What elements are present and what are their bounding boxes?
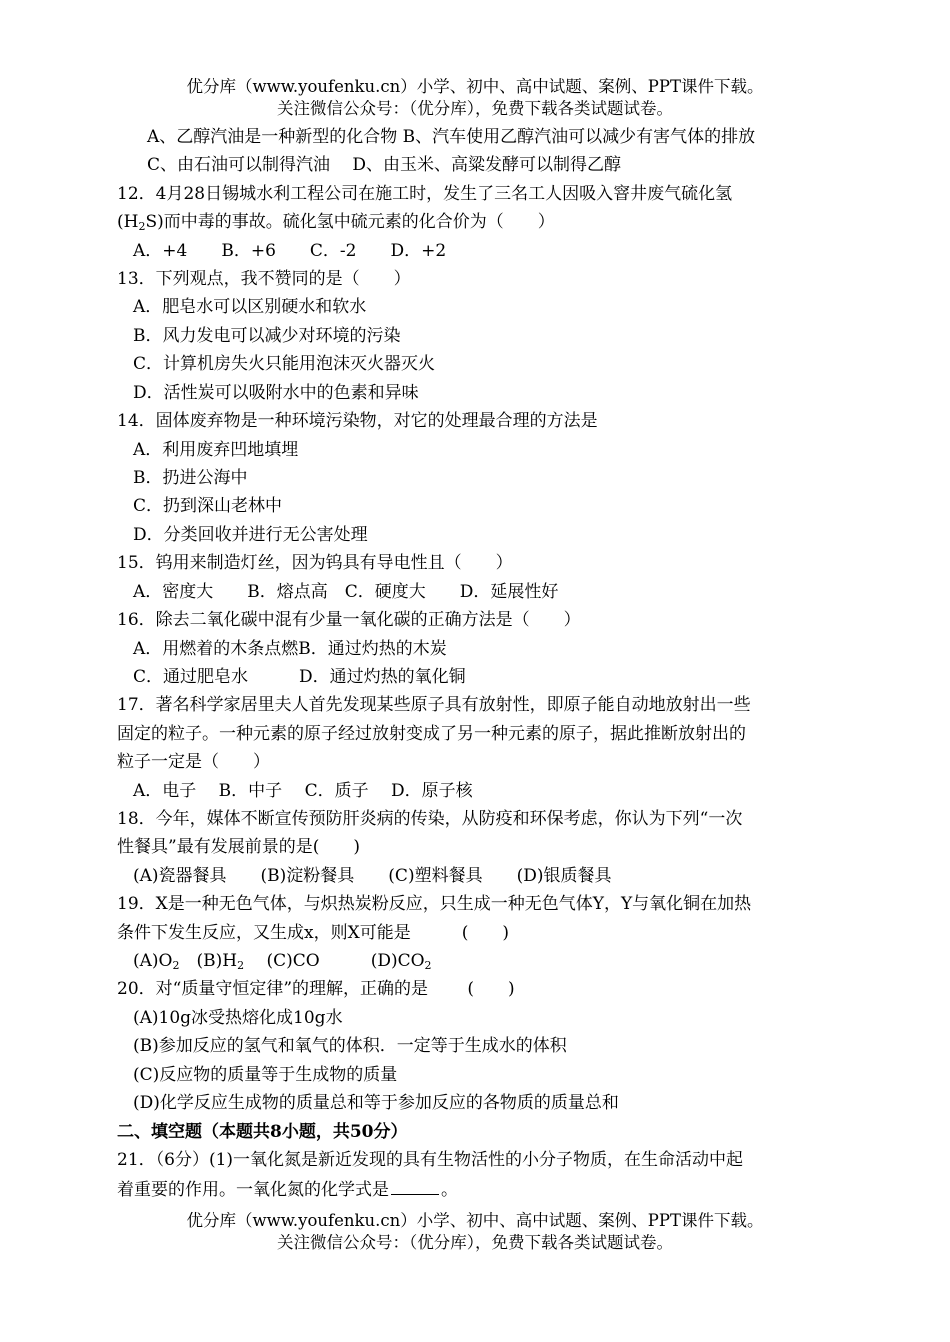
header-line-1: 优分库（www.youfenku.cn）小学、初中、高中试题、案例、PPT课件下载。 [186,77,764,96]
q15-stem: 15．钨用来制造灯丝，因为钨具有导电性且（ ） [117,553,513,573]
q13-option-d: D．活性炭可以吸附水中的色素和异味 [133,383,419,403]
q17-stem-line-2: 固定的粒子。一种元素的原子经过放射变成了另一种元素的原子，据此推断放射出的 [117,724,746,744]
q12-stem-line-2: $(H_2S)$而中毒的事故。硫化氢中硫元素的化合价为（ ） [117,212,555,233]
footer-line-1: 优分库（www.youfenku.cn）小学、初中、高中试题、案例、PPT课件下载。 [186,1211,764,1230]
q19-stem-line-2: 条件下发生反应，又生成x，则X可能是 ( ) [117,923,509,943]
q14-option-b: B．扔进公海中 [133,468,248,488]
q13-stem: 13．下列观点，我不赞同的是（ ） [117,269,411,289]
section-title: 二、填空题（本题共8小题，共50分） [117,1122,408,1142]
q13-option-c: C．计算机房失火只能用泡沫灭火器灭火 [133,354,436,374]
q21-line-2: 着重要的作用。一氧化氮的化学式是 。 [117,1176,458,1204]
q13-option-b: B．风力发电可以减少对环境的污染 [133,326,401,346]
q17-options: A．电子 B．中子 C．质子 D．原子核 [133,781,473,801]
q12-stem-line-1: 12．4月28日锡城水利工程公司在施工时，发生了三名工人因吸入窨井废气硫化氢 [117,184,733,204]
q14-stem: 14．固体废弃物是一种环境污染物，对它的处理最合理的方法是 [117,411,598,431]
q20-option-a: (A)10g冰受热熔化成10g水 [133,1008,343,1028]
q15-options: A．密度大 B．熔点高 C．硬度大 D．延展性好 [133,582,559,602]
q19-options: $(A)O_2$ $(B)H_2$ (C)CO $(D)CO_2$ [133,951,432,972]
q20-option-d: (D)化学反应生成物的质量总和等于参加反应的各物质的质量总和 [133,1093,619,1113]
q18-options: (A)瓷器餐具 (B)淀粉餐具 (C)塑料餐具 (D)银质餐具 [133,866,612,886]
header-line-2: 关注微信公众号：（优分库），免费下载各类试题试卷。 [277,99,673,118]
q16-options-ab: A．用燃着的木条点燃B．通过灼热的木炭 [133,639,447,659]
answer-blank [391,1176,439,1195]
q14-option-c: C．扔到深山老林中 [133,496,283,516]
q13-option-a: A．肥皂水可以区别硬水和软水 [133,297,367,317]
q21-line-1: 21．（6分）(1)一氧化氮是新近发现的具有生物活性的小分子物质，在生命活动中起 [117,1150,744,1170]
q11-options-ab: A、乙醇汽油是一种新型的化合物 B、汽车使用乙醇汽油可以减少有害气体的排放 [147,127,756,147]
q20-option-c: (C)反应物的质量等于生成物的质量 [133,1065,398,1085]
q12-options: A．+4 B．+6 C．-2 D．+2 [133,241,447,261]
q16-options-cd: C．通过肥皂水 D．通过灼热的氧化铜 [133,667,466,687]
q17-stem-line-1: 17．著名科学家居里夫人首先发现某些原子具有放射性，即原子能自动地放射出一些 [117,695,751,715]
q20-option-b: (B)参加反应的氢气和氧气的体积．一定等于生成水的体积 [133,1036,567,1056]
q17-stem-line-3: 粒子一定是（ ） [117,752,270,772]
q19-stem-line-1: 19．X是一种无色气体，与炽热炭粉反应，只生成一种无色气体Y，Y与氧化铜在加热 [117,894,752,914]
q18-stem-line-2: 性餐具”最有发展前景的是( ) [117,837,360,857]
q14-option-a: A．利用废弃凹地填埋 [133,440,299,460]
footer-line-2: 关注微信公众号：（优分库），免费下载各类试题试卷。 [277,1233,673,1252]
q20-stem: 20．对“质量守恒定律”的理解，正确的是 ( ) [117,979,515,999]
q14-option-d: D．分类回收并进行无公害处理 [133,525,368,545]
q16-stem: 16．除去二氧化碳中混有少量一氧化碳的正确方法是（ ） [117,610,581,630]
q18-stem-line-1: 18．今年，媒体不断宣传预防肝炎病的传染，从防疫和环保考虑，你认为下列“一次 [117,809,743,829]
q11-options-cd: C、由石油可以制得汽油 D、由玉米、高粱发酵可以制得乙醇 [147,155,622,175]
